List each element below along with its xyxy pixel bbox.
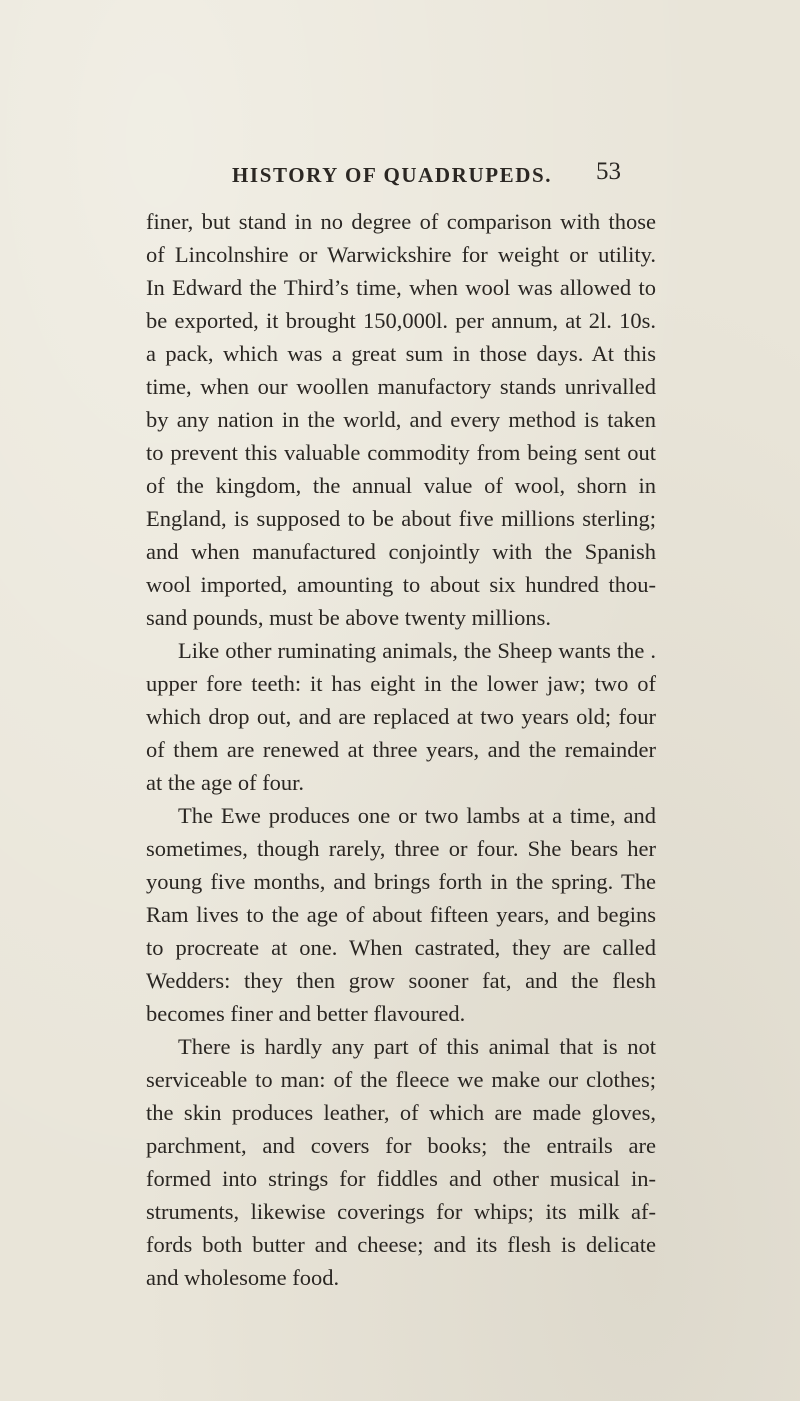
text-line: of Lincolnshire or Warwickshire for weight or utility. bbox=[146, 242, 656, 267]
text-line: to procreate at one. When castrated, they are called bbox=[146, 935, 656, 960]
text-line: young five months, and brings forth in the spring. The bbox=[146, 869, 656, 894]
text-line: be exported, it brought 150,000l. per annum, at 2l. 10s. bbox=[146, 308, 656, 333]
text-line: the skin produces leather, of which are made gloves, bbox=[146, 1100, 656, 1125]
text-line: finer, but stand in no degree of comparison with those bbox=[146, 209, 656, 234]
text-line: and wholesome food. bbox=[146, 1265, 340, 1290]
text-line: serviceable to man: of the fleece we make our clothes; bbox=[146, 1067, 656, 1092]
text-line: and when manufactured conjointly with the Spanish bbox=[146, 539, 656, 564]
paragraph-start-line: Like other ruminating animals, the Sheep wants the . bbox=[178, 638, 656, 663]
text-line: a pack, which was a great sum in those days. At this bbox=[146, 341, 656, 366]
text-line: parchment, and covers for books; the entrails are bbox=[146, 1133, 656, 1158]
body-text bbox=[146, 205, 656, 1294]
text-line: becomes finer and better flavoured. bbox=[146, 1001, 466, 1026]
text-line: sometimes, though rarely, three or four. She bears her bbox=[146, 836, 656, 861]
text-line: at the age of four. bbox=[146, 770, 305, 795]
text-line: Ram lives to the age of about fifteen years, and begins bbox=[146, 902, 656, 927]
text-line: In Edward the Third’s time, when wool was allowed to bbox=[146, 275, 656, 300]
page-number: 53 bbox=[596, 158, 621, 185]
text-line: of the kingdom, the annual value of wool, shorn in bbox=[146, 473, 656, 498]
text-line: upper fore teeth: it has eight in the lower jaw; two of bbox=[146, 671, 656, 696]
text-line: which drop out, and are replaced at two years old; four bbox=[146, 704, 656, 729]
text-line: fords both butter and cheese; and its flesh is delicate bbox=[146, 1232, 656, 1257]
text-line: of them are renewed at three years, and the remainder bbox=[146, 737, 656, 762]
text-line: Wedders: they then grow sooner fat, and the flesh bbox=[146, 968, 656, 993]
running-head: HISTORY OF QUADRUPEDS. bbox=[232, 163, 553, 187]
text-line: England, is supposed to be about five millions sterling; bbox=[146, 506, 656, 531]
text-line: sand pounds, must be above twenty millions. bbox=[146, 605, 551, 630]
text-line: time, when our woollen manufactory stands unrivalled bbox=[146, 374, 656, 399]
text-line: by any nation in the world, and every method is taken bbox=[146, 407, 656, 432]
text-line: formed into strings for fiddles and other musical in- bbox=[146, 1166, 656, 1191]
paragraph-start-line: The Ewe produces one or two lambs at a time, and bbox=[178, 803, 656, 828]
text-line: to prevent this valuable commodity from being sent out bbox=[146, 440, 656, 465]
text-line: wool imported, amounting to about six hundred thou- bbox=[146, 572, 656, 597]
paragraph-start-line: There is hardly any part of this animal that is not bbox=[178, 1034, 656, 1059]
text-line: struments, likewise coverings for whips; its milk af- bbox=[146, 1199, 656, 1224]
